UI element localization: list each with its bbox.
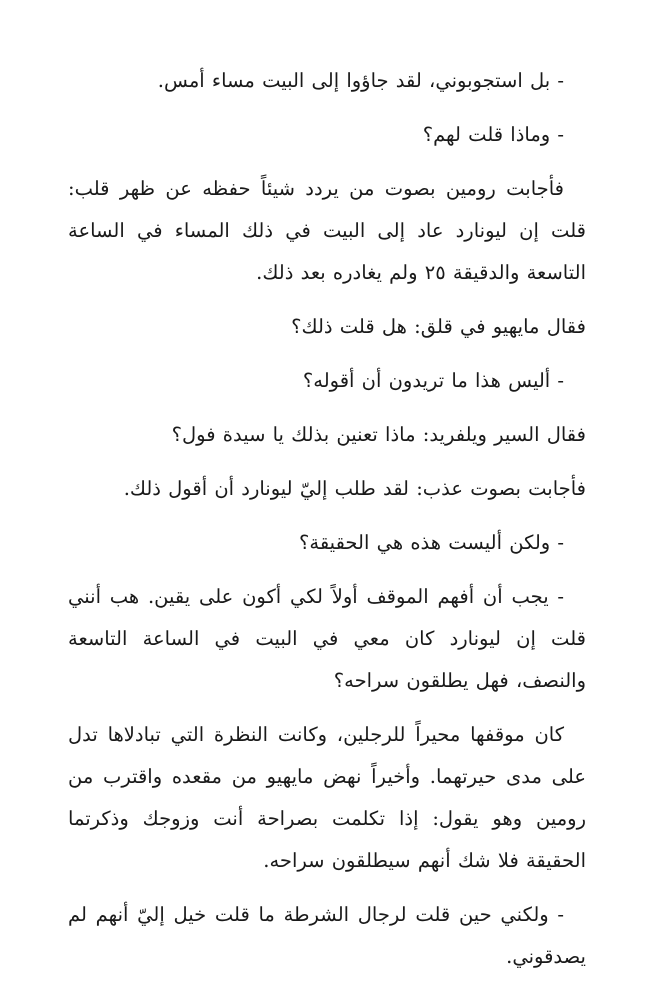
dialogue-line: - بل استجوبوني، لقد جاؤوا إلى البيت مساء أمس.	[157, 69, 564, 92]
narrative-paragraph: فأجابت رومين بصوت من يردد شيئاً حفظه عن ظهر قلب: قلت إن ليونارد عاد إلى البيت في ذلك المساء في الساعة التاسعة والدقيقة ٢٥ ولم يغادره بعد ذلك.	[68, 177, 586, 284]
dialogue-line: - أليس هذا ما تريدون أن أقوله؟	[302, 369, 564, 392]
narrative-paragraph: فقال مايهيو في قلق: هل قلت ذلك؟	[291, 315, 586, 338]
page-text	[68, 60, 586, 978]
narrative-paragraph: كان موقفها محيراً للرجلين، وكانت النظرة التي تبادلاها تدل على مدى حيرتهما. وأخيراً نهض مايهيو من مقعده واقترب من رومين وهو يقول: إذا تكلمت بصراحة أنت وزوجك وذكرتما الحقيقة فلا شك أنهم سيطلقون سراحه.	[68, 723, 586, 872]
dialogue-line: - ولكن أليست هذه هي الحقيقة؟	[299, 531, 564, 554]
narrative-paragraph: فأجابت بصوت عذب: لقد طلب إليّ ليونارد أن أقول ذلك.	[123, 477, 586, 500]
narrative-paragraph: فقال السير ويلفريد: ماذا تعنين بذلك يا سيدة فول؟	[171, 423, 586, 446]
dialogue-line: - وماذا قلت لهم؟	[422, 123, 564, 146]
dialogue-line: - ولكني حين قلت لرجال الشرطة ما قلت خيل إليّ أنهم لم يصدقوني.	[68, 903, 586, 968]
dialogue-line: - يجب أن أفهم الموقف أولاً لكي أكون على يقين. هب أنني قلت إن ليونارد كان معي في البيت في الساعة التاسعة والنصف، فهل يطلقون سراحه؟	[68, 585, 586, 692]
